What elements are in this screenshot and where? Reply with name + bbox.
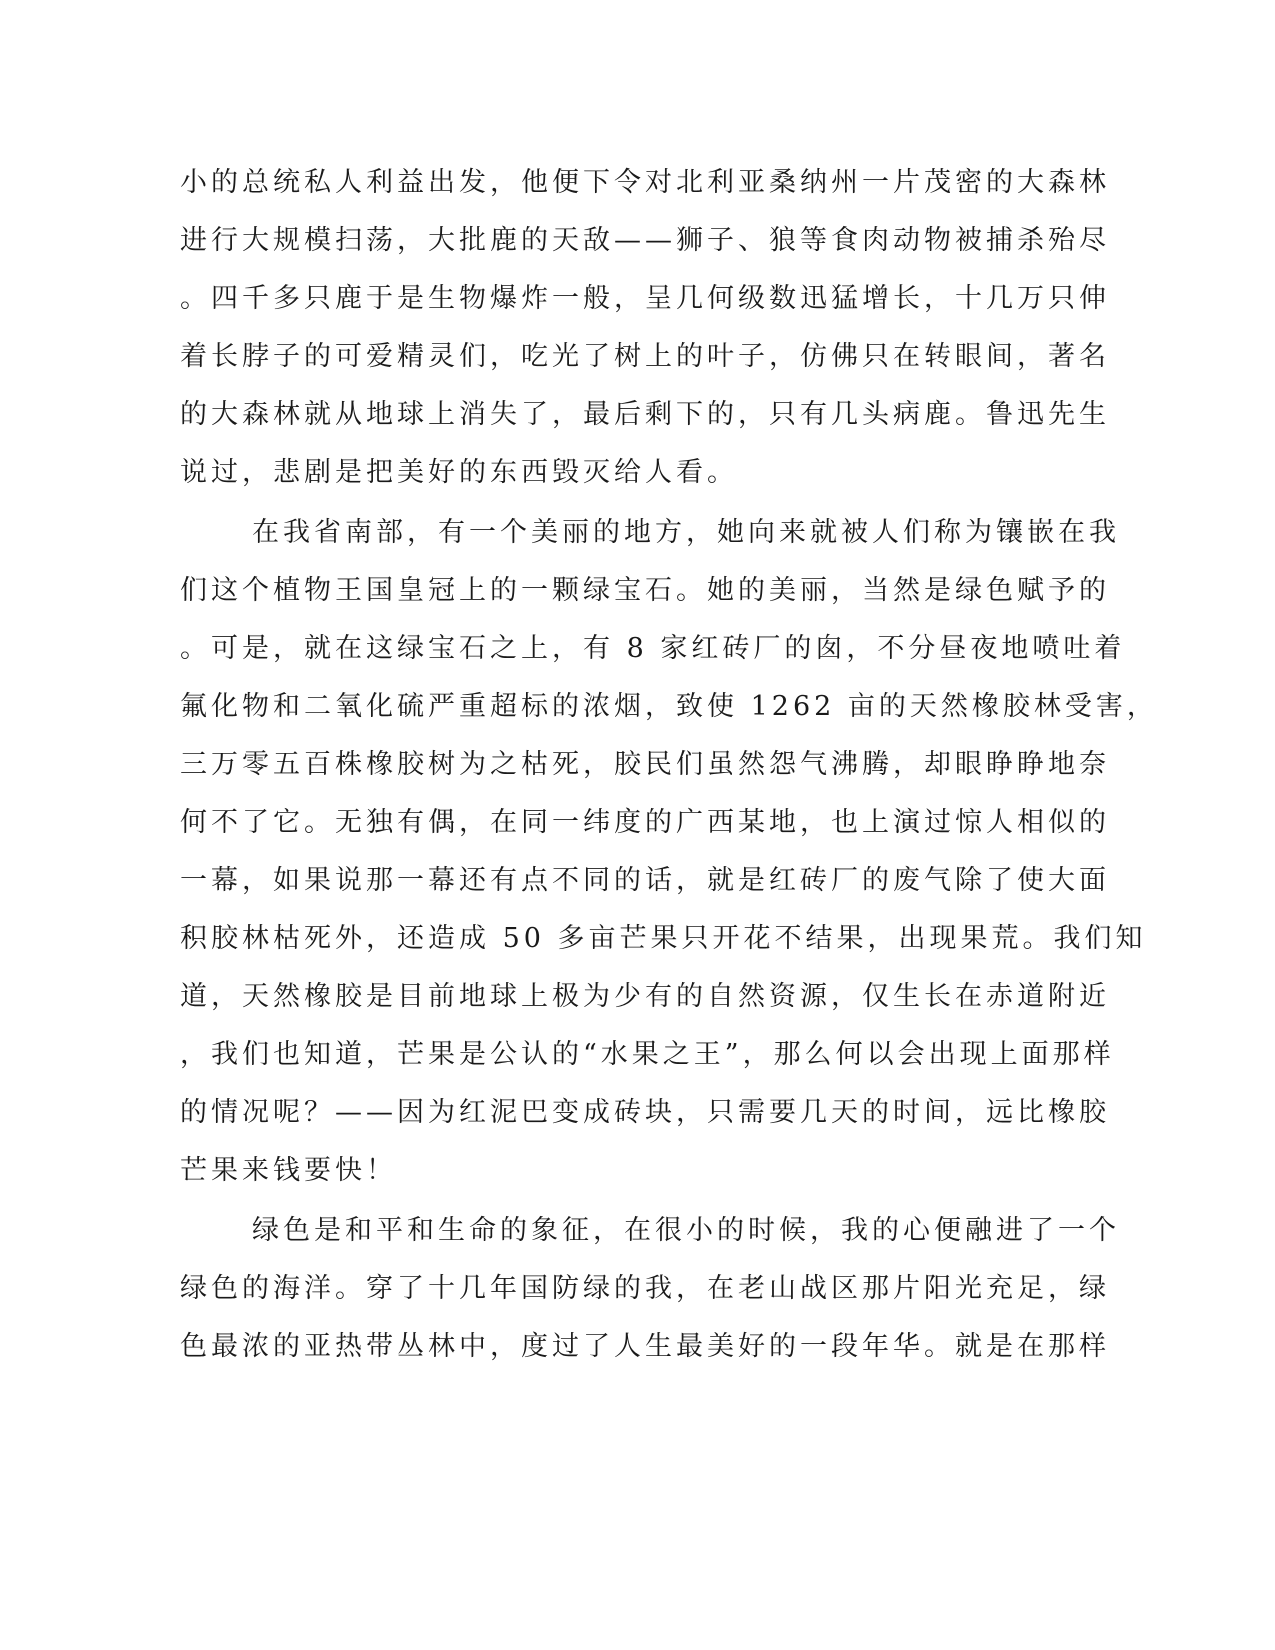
text-line: 进行大规模扫荡，大批鹿的天敌——狮子、狼等食肉动物被捕杀殆尽 [180,225,1110,256]
text-line: 着长脖子的可爱精灵们，吃光了树上的叶子，仿佛只在转眼间，著名 [180,341,1110,372]
text-line: 芒果来钱要快！ [180,1155,397,1186]
text-line: 道，天然橡胶是目前地球上极为少有的自然资源，仅生长在赤道附近 [180,981,1110,1012]
text-line: 们这个植物王国皇冠上的一颗绿宝石。她的美丽，当然是绿色赋予的 [180,575,1110,606]
text-line: 三万零五百株橡胶树为之枯死，胶民们虽然怨气沸腾，却眼睁睁地奈 [180,749,1110,780]
text-line: 小的总统私人利益出发，他便下令对北利亚桑纳州一片茂密的大森林 [180,167,1110,198]
text-line: 何不了它。无独有偶，在同一纬度的广西某地，也上演过惊人相似的 [180,807,1110,838]
text-line: 。可是，就在这绿宝石之上，有 8 家红砖厂的囱，不分昼夜地喷吐着 [180,633,1126,664]
text-line: 积胶林枯死外，还造成 50 多亩芒果只开花不结果，出现果荒。我们知 [180,923,1147,954]
text-line: 绿色的海洋。穿了十几年国防绿的我，在老山战区那片阳光充足，绿 [180,1273,1110,1304]
text-line: 色最浓的亚热带丛林中，度过了人生最美好的一段年华。就是在那样 [180,1331,1110,1362]
text-line: 。四千多只鹿于是生物爆炸一般，呈几何级数迅猛增长，十几万只伸 [180,283,1110,314]
text-line: 的大森林就从地球上消失了，最后剩下的，只有几头病鹿。鲁迅先生 [180,399,1110,430]
text-line: 一幕，如果说那一幕还有点不同的话，就是红砖厂的废气除了使大面 [180,865,1110,896]
text-line: 绿色是和平和生命的象征，在很小的时候，我的心便融进了一个 [252,1215,1120,1246]
text-line: ，我们也知道，芒果是公认的“水果之王”，那么何以会出现上面那样 [180,1039,1115,1070]
text-line: 氟化物和二氧化硫严重超标的浓烟，致使 1262 亩的天然橡胶林受害， [180,691,1158,722]
text-line: 的情况呢？——因为红泥巴变成砖块，只需要几天的时间，远比橡胶 [180,1097,1110,1128]
text-line: 在我省南部，有一个美丽的地方，她向来就被人们称为镶嵌在我 [252,517,1120,548]
text-line: 说过，悲剧是把美好的东西毁灭给人看。 [180,457,738,488]
